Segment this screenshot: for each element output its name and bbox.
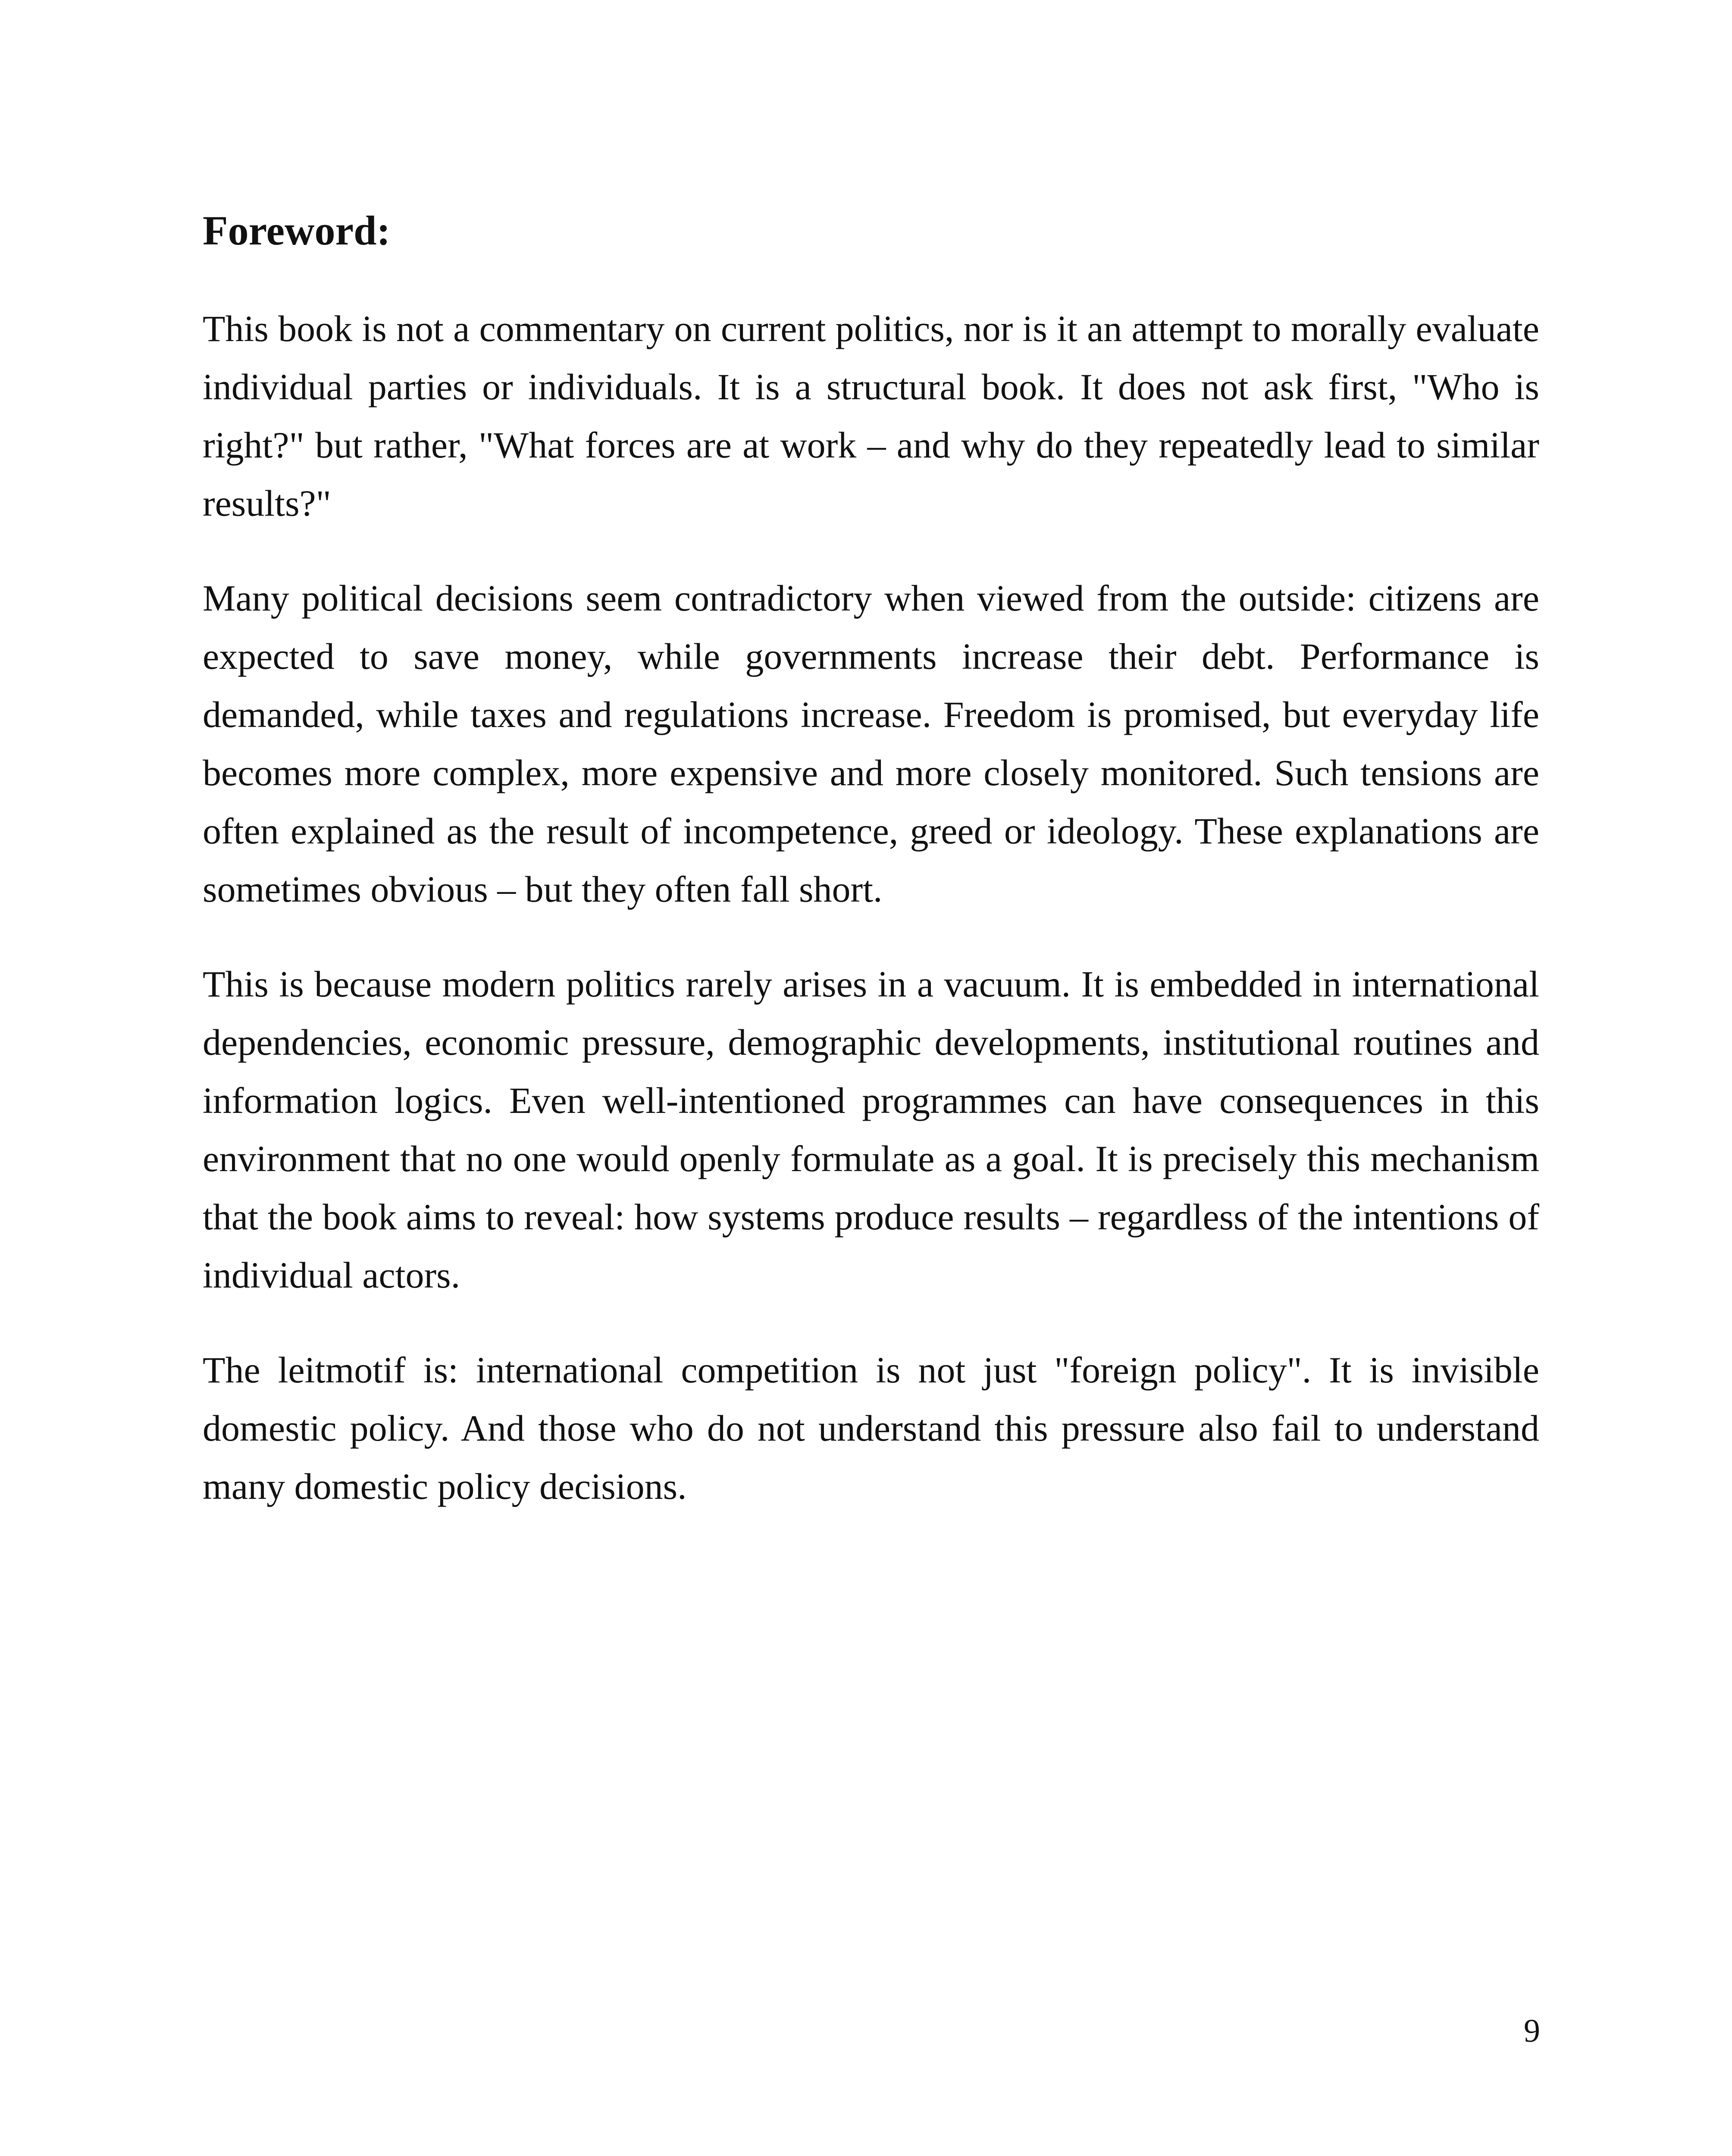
page-number: 9 [1524, 2013, 1540, 2049]
paragraph-2: Many political decisions seem contradictory when viewed from the outside: citizens are expected to save money, while governments increase their debt. Performance is demanded, while taxes and regulations increase. Freedom is promised, but everyday life becomes more complex, more expensive and more closely monitored. Such tensions are often explained as the result of incompetence, greed or ideology. These explanations are sometimes obvious – but they often fall short. [203, 577, 1539, 910]
paragraph-4: The leitmotif is: international competition is not just "foreign policy". It is invisible domestic policy. And those who do not understand this pressure also fail to understand many domestic policy decisions. [203, 1349, 1539, 1507]
paragraph-1: This book is not a commentary on current politics, nor is it an attempt to morally evaluate individual parties or individuals. It is a structural book. It does not ask first, "Who is right?" but rather, "What forces are at work – and why do they repeatedly lead to similar results?" [203, 308, 1539, 524]
paragraph-3: This is because modern politics rarely arises in a vacuum. It is embedded in international dependencies, economic pressure, demographic developments, institutional routines and information logics. Even well-intentioned programmes can have consequences in this environment that no one would openly formulate as a goal. It is precisely this mechanism that the book aims to reveal: how systems produce results – regardless of the intentions of individual actors. [203, 963, 1539, 1296]
foreword-section [203, 198, 1539, 1552]
page-title: Foreword: [203, 207, 391, 254]
